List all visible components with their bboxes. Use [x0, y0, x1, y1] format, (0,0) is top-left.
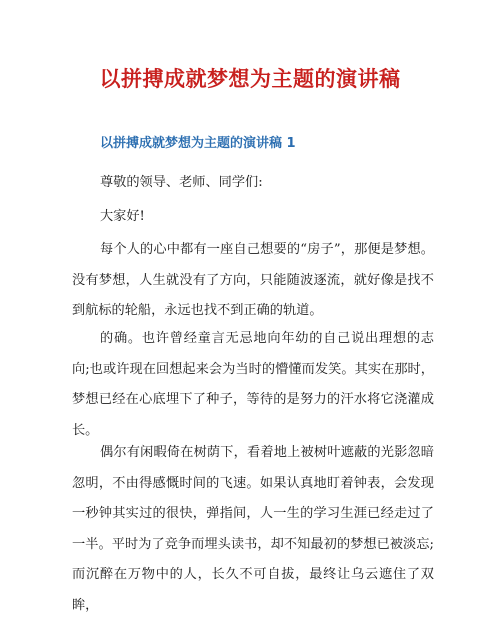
body-paragraph: 的确。也许曾经童言无忌地向年幼的自己说出理想的志向;也或许现在回想起来会为当时的懵懂而发笑。其实在那时，梦想已经在心底埋下了种子，等待的是努力的汗水将它浇灌成长。	[72, 331, 434, 438]
section-heading: 以拼搏成就梦想为主题的演讲稿 1	[100, 136, 296, 151]
body-paragraph: 偶尔有闲暇倚在树荫下，看着地上被树叶遮蔽的光影忽暗忽明，不由得感慨时间的飞速。如果认真地盯着钟表，会发现一秒钟其实过的很快，弹指间，人一生的学习生涯已经走过了一半。平时为了竞争而埋头读书，却不知最初的梦想已被淡忘;而沉醉在万物中的人，长久不可自拔，最终让乌云遮住了双眸，	[72, 445, 434, 613]
greeting-paragraph: 尊敬的领导、老师、同学们:	[100, 175, 263, 190]
document-title: 以拼搏成就梦想为主题的演讲稿	[99, 67, 401, 91]
hello-paragraph: 大家好!	[100, 209, 145, 224]
body-paragraph: 每个人的心中都有一座自己想要的“房子”，那便是梦想。没有梦想，人生就没有了方向，只能随波逐流，就好像是找不到航标的轮船，永远也找不到正确的轨道。	[72, 242, 434, 318]
